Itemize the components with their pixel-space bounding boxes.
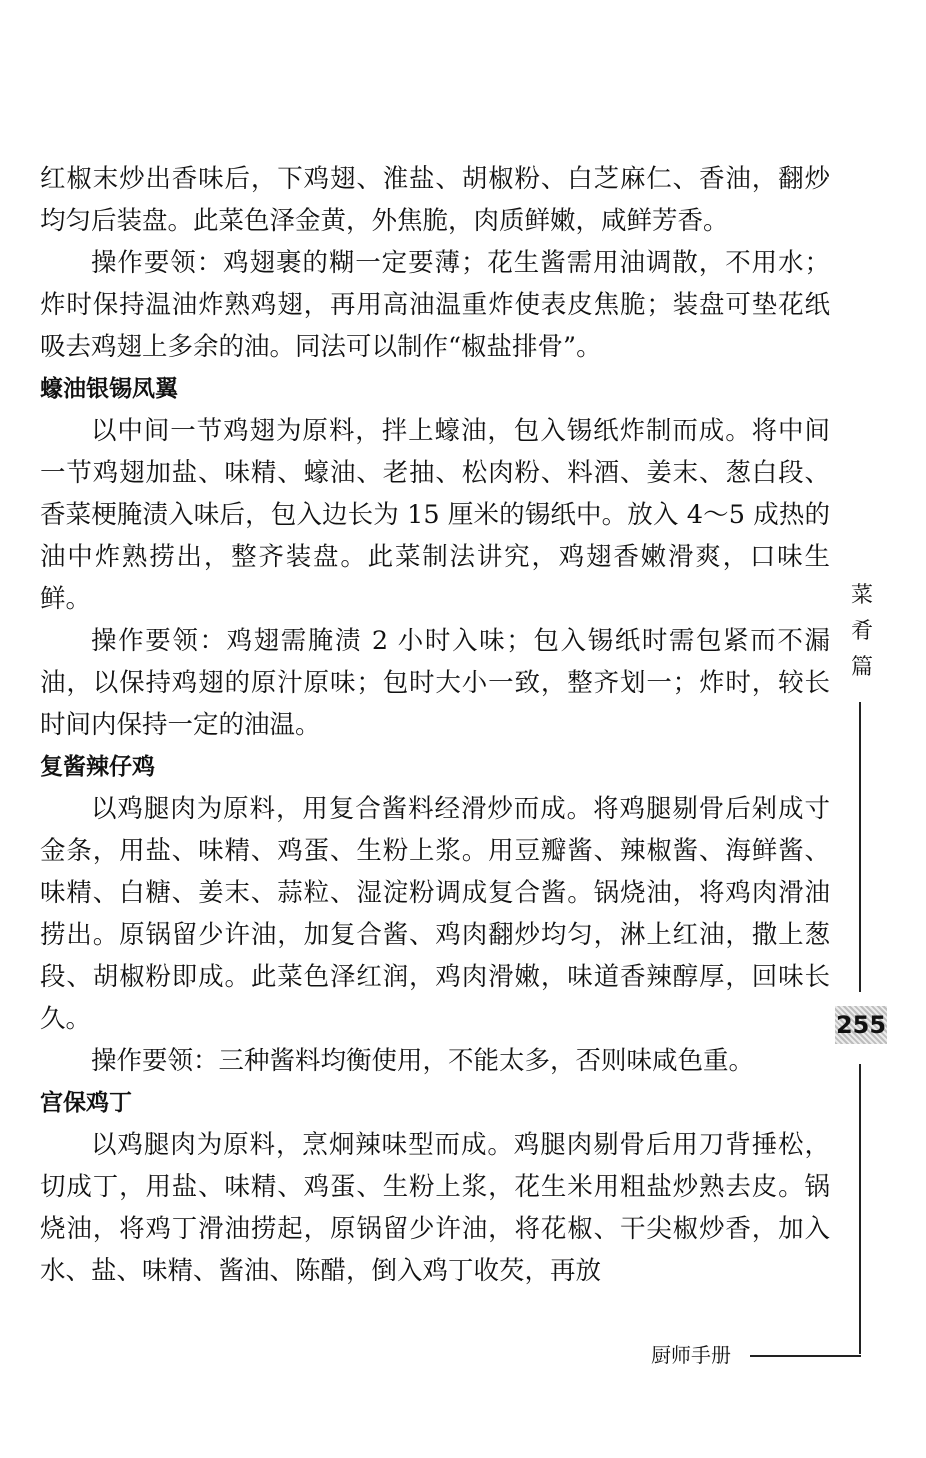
paragraph-tip: 操作要领：鸡翅裹的糊一定要薄；花生酱需用油调散，不用水；炸时保持温油炸熟鸡翅，再用高油温重炸使表皮焦脆；装盘可垫花纸吸去鸡翅上多余的油。同法可以制作“椒盐排骨”。 [40,248,830,362]
section-title: 复酱辣仔鸡 [40,754,155,780]
section-body: 以鸡腿肉为原料，烹炯辣味型而成。鸡腿肉剔骨后用刀背捶松，切成丁，用盐、味精、鸡蛋、生粉上浆，花生米用粗盐炒熟去皮。锅烧油，将鸡丁滑油捞起，原锅留少许油，将花椒、干尖椒炒香，加入水、盐、味精、酱油、陈醋，倒入鸡丁收芡，再放 [40,1130,830,1286]
section-tip: 操作要领：三种酱料均衡使用，不能太多，否则味咸色重。 [91,1046,755,1076]
section-tip: 操作要领：鸡翅需腌渍 2 小时入味；包入锡纸时需包紧而不漏油，以保持鸡翅的原汁原味；包时大小一致，整齐划一；炸时，较长时间内保持一定的油温。 [40,626,830,740]
margin-rule-bottom [859,1064,861,1354]
page-number: 255 [835,1006,887,1044]
paragraph-continuation: 红椒末炒出香味后，下鸡翅、淮盐、胡椒粉、白芝麻仁、香油，翻炒均匀后装盘。此菜色泽金黄，外焦脆，肉质鲜嫩，咸鲜芳香。 [40,164,830,236]
section-body: 以鸡腿肉为原料，用复合酱料经滑炒而成。将鸡腿剔骨后剁成寸金条，用盐、味精、鸡蛋、生粉上浆。用豆瓣酱、辣椒酱、海鲜酱、味精、白糖、姜末、蒜粒、湿淀粉调成复合酱。锅烧油，将鸡肉滑油捞出。原锅留少许油，加复合酱、鸡肉翻炒均匀，淋上红油，撒上葱段、胡椒粉即成。此菜色泽红润，鸡肉滑嫩，味道香辣醇厚，回味长久。 [40,794,830,1034]
section-title: 蠔油银锡凤翼 [40,376,178,402]
chapter-char: 肴 [850,619,873,644]
chapter-char: 菜 [850,583,873,608]
section-body: 以中间一节鸡翅为原料，拌上蠔油，包入锡纸炸制而成。将中间一节鸡翅加盐、味精、蠔油、老抽、松肉粉、料酒、姜末、葱白段、香菜梗腌渍入味后，包入边长为 15 厘米的锡纸中。放入 4～5 成热的油中炸熟捞出，整齐装盘。此菜制法讲究，鸡翅香嫩滑爽，口味生鲜。 [40,416,830,614]
footer-rule [750,1355,861,1357]
section-title: 宫保鸡丁 [40,1090,132,1116]
article-body [40,158,830,1292]
margin-rule-top [859,702,861,992]
chapter-char: 篇 [850,655,873,680]
chapter-label [848,578,876,686]
footer-book-title: 厨师手册 [651,1343,731,1367]
